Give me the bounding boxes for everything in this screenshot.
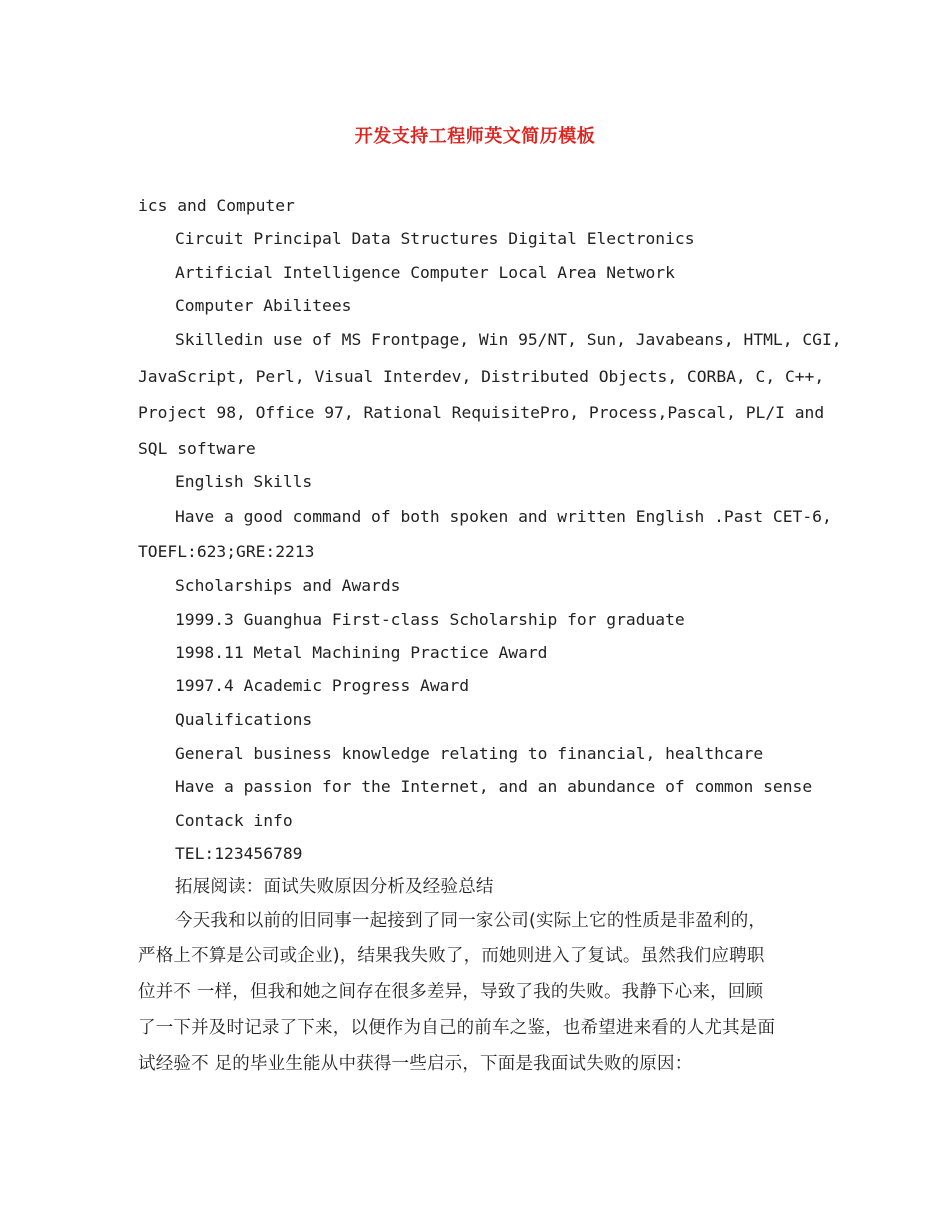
text-line-award-1: 1999.3 Guanghua First-class Scholarship for graduate [175, 610, 685, 629]
text-line-skills-1: Skilledin use of MS Frontpage, Win 95/NT, Sun, Javabeans, HTML, CGI, [175, 330, 842, 349]
text-line-skills-2: JavaScript, Perl, Visual Interdev, Distributed Objects, CORBA, C, C++, [138, 367, 825, 386]
text-line-english-2: TOEFL:623;GRE:2213 [138, 542, 315, 561]
section-heading-computer-abilities: Computer Abilitees [175, 296, 352, 315]
text-line-courses-1: Circuit Principal Data Structures Digital Electronics [175, 229, 695, 248]
section-heading-extended-reading: 拓展阅读：面试失败原因分析及经验总结 [175, 877, 494, 897]
text-line-qualification-2: Have a passion for the Internet, and an abundance of common sense [175, 777, 813, 796]
paragraph-line-5: 试经验不 足的毕业生能从中获得一些启示，下面是我面试失败的原因： [138, 1054, 693, 1074]
document-title: 开发支持工程师英文简历模板 [354, 126, 596, 147]
paragraph-line-1: 今天我和以前的旧同事一起接到了同一家公司(实际上它的性质是非盈利的， [175, 911, 767, 931]
text-line-courses-2: Artificial Intelligence Computer Local Area Network [175, 263, 675, 282]
section-heading-english-skills: English Skills [175, 472, 313, 491]
text-line-english-1: Have a good command of both spoken and written English .Past CET-6, [175, 507, 832, 526]
text-line-award-3: 1997.4 Academic Progress Award [175, 676, 470, 695]
text-line-coursework-heading: ics and Computer [138, 196, 295, 215]
text-line-award-2: 1998.11 Metal Machining Practice Award [175, 643, 548, 662]
text-line-skills-4: SQL software [138, 439, 256, 458]
paragraph-line-4: 了一下并及时记录了下来，以便作为自己的前车之鉴，也希望进来看的人尤其是面 [138, 1018, 776, 1038]
section-heading-qualifications: Qualifications [175, 710, 313, 729]
text-line-skills-3: Project 98, Office 97, Rational RequisitePro, Process,Pascal, PL/I and [138, 403, 825, 422]
section-heading-contact: Contack info [175, 811, 293, 830]
text-line-phone: TEL:123456789 [175, 844, 303, 863]
paragraph-line-2: 严格上不算是公司或企业)，结果我失败了，而她则进入了复试。虽然我们应聘职 [138, 946, 765, 966]
text-line-qualification-1: General business knowledge relating to financial, healthcare [175, 744, 764, 763]
paragraph-line-3: 位并不 一样，但我和她之间存在很多差异，导致了我的失败。我静下心来，回顾 [138, 982, 764, 1002]
section-heading-scholarships: Scholarships and Awards [175, 576, 401, 595]
